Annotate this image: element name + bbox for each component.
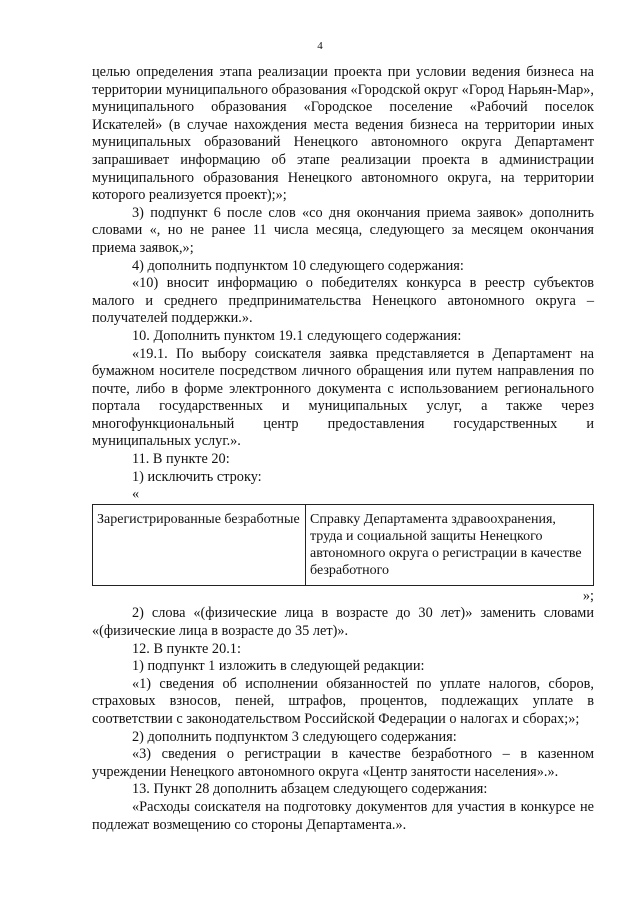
- paragraph: 13. Пункт 28 дополнить абзацем следующего содержания:: [132, 781, 488, 798]
- paragraph: 11. В пункте 20:: [132, 451, 230, 468]
- table-cell-category: Зарегистрированные безработные: [93, 504, 306, 585]
- table-row: [93, 504, 594, 585]
- table-cell-document: Справку Департамента здравоохранения, труда и социальной защиты Ненецкого автономного округа о регистрации в качестве безработного: [306, 504, 594, 585]
- excluded-row-table: [92, 504, 594, 586]
- paragraph: 2) дополнить подпунктом 3 следующего содержания:: [132, 728, 457, 745]
- document-body: [92, 64, 594, 834]
- paragraph: 2) слова «(физические лица в возрасте до 30 лет)» заменить словами «(физические лица в возрасте до 35 лет)».: [92, 605, 594, 640]
- paragraph: 1) подпункт 1 изложить в следующей редакции:: [132, 658, 425, 675]
- paragraph: 3) подпункт 6 после слов «со дня окончания приема заявок» дополнить словами «, но не ранее 11 числа месяца, следующего за месяцем окончания приема заявок,»;: [92, 204, 594, 256]
- paragraph: «3) сведения о регистрации в качестве безработного – в казенном учреждении Ненецкого автономного округа «Центр занятости населения».».: [92, 746, 594, 780]
- paragraph: «Расходы соискателя на подготовку документов для участия в конкурсе не подлежат возмещению со стороны Департамента.».: [92, 798, 594, 833]
- page-number: 4: [317, 40, 323, 52]
- paragraph: «1) сведения об исполнении обязанностей по уплате налогов, сборов, страховых взносов, пеней, штрафов, процентов, подлежащих уплате в соответствии с законодательством Российской Федерации о налогах и сборах;»;: [92, 675, 594, 727]
- table-close-quote: »;: [582, 587, 594, 604]
- paragraphs-before: [92, 64, 594, 486]
- paragraph: 10. Дополнить пунктом 19.1 следующего содержания:: [132, 327, 462, 344]
- table-open-quote: «: [132, 486, 140, 503]
- paragraph: целью определения этапа реализации проекта при условии ведения бизнеса на территории муниципального образования «Городской округ «Город Нарьян-Мар», муниципального образования «Городское поселение «Рабочий поселок Искателей» (в случае нахождения места ведения бизнеса на территории иных муниципальных образований Ненецкого автономного округа Департамент запрашивает информацию об этапе реализации проекта в администрации муниципального образования Ненецкого автономного округа, на территории которого реализуется проект);»;: [92, 64, 594, 204]
- paragraphs-after: [92, 605, 594, 834]
- paragraph: 1) исключить строку:: [132, 468, 262, 485]
- paragraph: «19.1. По выбору соискателя заявка представляется в Департамент на бумажном носителе посредством личного обращения или путем направления по почте, либо в форме электронного документа с использованием регионального портала государственных и муниципальных услуг, а также через многофункциональный центр предоставления государственных и муниципальных услуг.».: [92, 345, 594, 450]
- paragraph: «10) вносит информацию о победителях конкурса в реестр субъектов малого и среднего предпринимательства Ненецкого автономного округа – получателей поддержки.».: [92, 275, 594, 327]
- paragraph: 4) дополнить подпунктом 10 следующего содержания:: [132, 257, 464, 274]
- paragraph: 12. В пункте 20.1:: [132, 640, 241, 657]
